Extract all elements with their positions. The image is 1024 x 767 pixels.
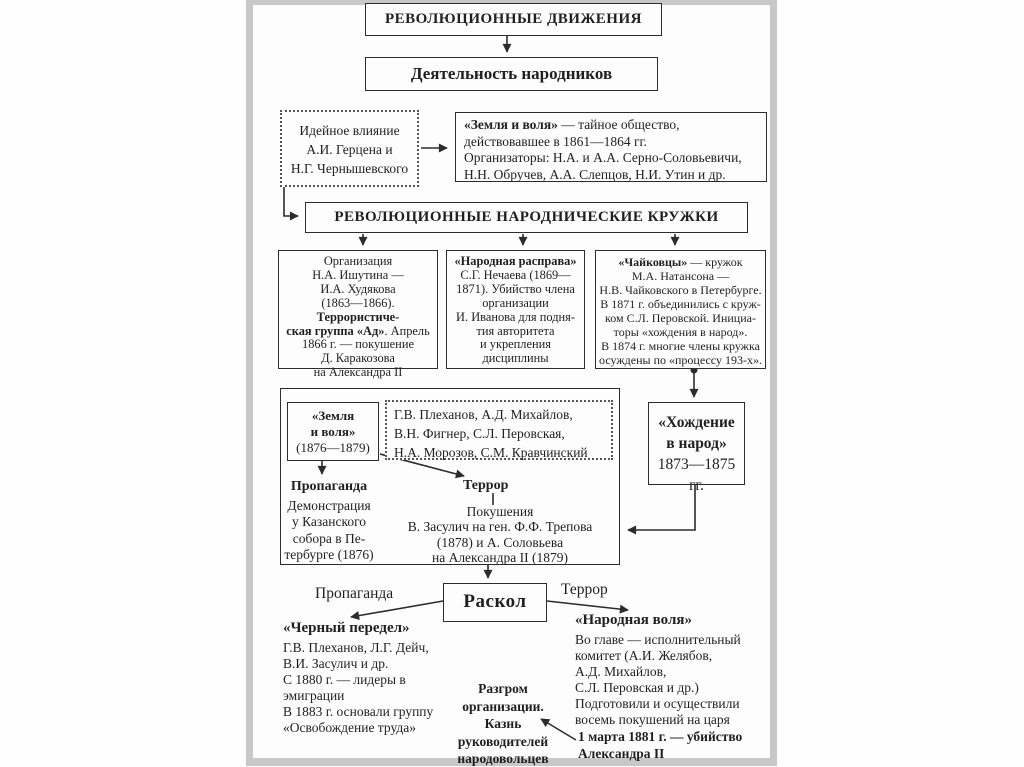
raskol-terror-label: Террор: [561, 581, 608, 598]
members-text: Г.В. Плеханов, А.Д. Михайлов, В.Н. Фигнер, С.Л. Перовская, Н.А. Морозов, С.М. Кравчинский: [394, 407, 588, 460]
pokusheniya-text: Покушения В. Засулич на ген. Ф.Ф. Трепова (1878) и А. Соловьева на Александра II (1879): [407, 504, 593, 565]
terror-heading: Террор: [463, 478, 509, 493]
circles-header-text: РЕВОЛЮЦИОННЫЕ НАРОДНИЧЕСКИЕ КРУЖКИ: [334, 209, 719, 225]
title-text: РЕВОЛЮЦИОННЫЕ ДВИЖЕНИЯ: [385, 11, 642, 27]
page-frame-right: [770, 0, 777, 765]
influence-text: Идейное влияние А.И. Герцена и Н.Г. Чернышевского: [290, 123, 409, 176]
circles-header-box: [305, 202, 748, 233]
razgrom-text: Разгром организации. Казнь руководителей народовольцев: [457, 681, 549, 766]
cherny-peredel-text: Г.В. Плеханов, Л.Г. Дейч, В.И. Засулич и др. С 1880 г. — лидеры в эмиграции В 1883 г. основали группу «Освобождение труда»: [283, 640, 434, 735]
page-frame-left: [246, 0, 253, 765]
tchaikovtsy-text: «Чайковцы» — кружок М.А. Натансона — Н.В. Чайковского в Петербурге. В 1871 г. объединились с круж- ком С.Л. Перовской. Инициа- торы «хождения в народ». В 1874 г. многие члены кружка осуждены по «процессу 193-х».: [599, 255, 762, 367]
raskol-text: Раскол: [463, 591, 527, 612]
activity-text: Деятельность народников: [410, 64, 613, 83]
members-box: [385, 400, 613, 460]
ishutin-text: Организация Н.А. Ишутина — И.А. Худякова (1863—1866). Террористиче- ская группа «Ад». Апрель 1866 г. — покушение Д. Каракозова на Александра II: [286, 254, 430, 380]
activity-box: [365, 57, 658, 91]
zemlya-volya-1861-box: [455, 112, 767, 182]
nechaev-box: [446, 250, 585, 369]
zemlya-volya-1861-text: «Земля и воля» — тайное общество, действовавшее в 1861—1864 гг. Организаторы: Н.А. и А.А. Серно-Соловьевичи, Н.Н. Обручев, А.А. Слепцов, Н.И. Утин и др.: [464, 117, 742, 182]
nechaev-text: «Народная расправа» С.Г. Нечаева (1869— 1871). Убийство члена организации И. Иванова для подня- тия авторитета и укрепления дисциплины: [454, 254, 577, 366]
narodnaya-volya-heading: «Народная воля»: [575, 612, 693, 628]
tchaikovtsy-box: [595, 250, 766, 369]
khozhdenie-text: «Хождение в народ» 1873—1875 гг.: [657, 414, 736, 494]
zemlya-volya-1876-box: [287, 402, 379, 461]
influence-box: [280, 110, 419, 187]
cherny-peredel-heading: «Черный передел»: [283, 620, 410, 636]
raskol-box: [443, 583, 547, 622]
raskol-propaganda-label: Пропаганда: [315, 585, 394, 602]
propaganda-heading: Пропаганда: [290, 479, 368, 494]
zemlya-volya-1876-text: «Земля и воля» (1876—1879): [296, 408, 370, 455]
narodnaya-volya-text: Во главе — исполнительный комитет (А.И. Желябов, А.Д. Михайлов, С.Л. Перовская и др.) Подготовили и осуществили восемь покушений на царя: [575, 632, 741, 727]
ishutin-box: [278, 250, 438, 380]
khozhdenie-box: [648, 402, 745, 494]
title-box: [365, 3, 662, 36]
demonstration-text: Демонстрация у Казанского собора в Пе- тербурге (1876): [284, 498, 374, 562]
march-1881-text: 1 марта 1881 г. — убийство Александра II: [578, 729, 743, 761]
